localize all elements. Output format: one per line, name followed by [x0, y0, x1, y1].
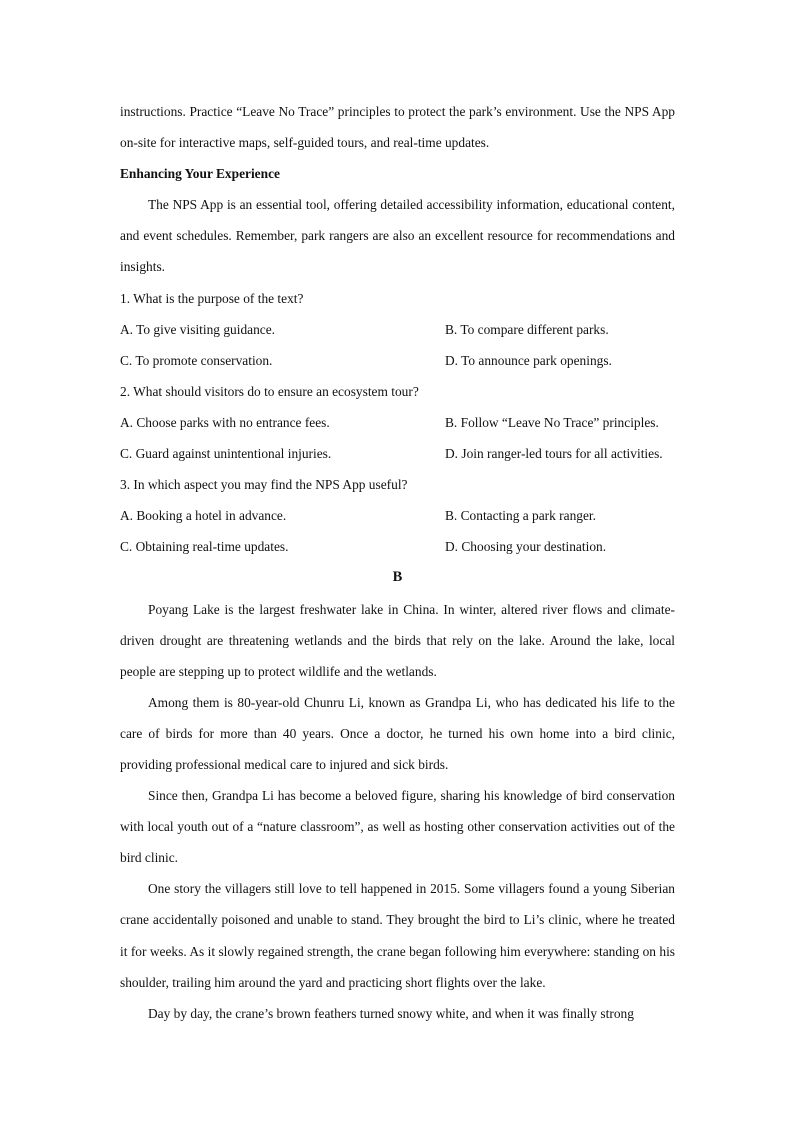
- question-3: [120, 469, 675, 562]
- option-d: D. Join ranger-led tours for all activities.: [445, 446, 663, 462]
- passage-b-paragraph-1: Poyang Lake is the largest freshwater lake in China. In winter, altered river flows and climate-driven drought are threatening wetlands and the birds that rely on the lake. Around the lake, local people are stepping up to protect wildlife and the wetlands.: [120, 601, 675, 679]
- option-a: A. Booking a hotel in advance.: [120, 508, 287, 524]
- passage-b-paragraph-2: Among them is 80-year-old Chunru Li, known as Grandpa Li, who has dedicated his life to the care of birds for more than 40 years. Once a doctor, he turned his own home into a bird clinic, providing professional medical care to injured and sick birds.: [120, 694, 675, 772]
- option-b: B. Follow “Leave No Trace” principles.: [445, 414, 659, 430]
- continued-paragraph: instructions. Practice “Leave No Trace” principles to protect the park’s environment. Use the NPS App on-site for interactive maps, self-guided tours, and real-time updates.: [120, 104, 675, 151]
- option-b: B. Contacting a park ranger.: [445, 508, 596, 524]
- option-c: C. Guard against unintentional injuries.: [120, 446, 332, 462]
- option-c: C. To promote conservation.: [120, 352, 273, 368]
- passage-b-paragraph-4: One story the villagers still love to tell happened in 2015. Some villagers found a young Siberian crane accidentally poisoned and unable to stand. They brought the bird to Li’s clinic, where he treated it for weeks. As it slowly regained strength, the crane began following him everywhere: standing on his shoulder, trailing him around the yard and practicing short flights over the lake.: [120, 881, 675, 990]
- passage-b-paragraph-3: Since then, Grandpa Li has become a beloved figure, sharing his knowledge of bird conservation with local youth out of a “nature classroom”, as well as hosting other conservation activities out of the bird clinic.: [120, 788, 675, 866]
- experience-paragraph: The NPS App is an essential tool, offering detailed accessibility information, educational content, and event schedules. Remember, park rangers are also an excellent resource for recommendations and insights.: [120, 197, 675, 275]
- document-page: [120, 96, 675, 1029]
- option-d: D. To announce park openings.: [445, 352, 612, 368]
- passage-b-paragraph-5: Day by day, the crane’s brown feathers turned snowy white, and when it was finally strong: [148, 1005, 634, 1021]
- option-a: A. Choose parks with no entrance fees.: [120, 414, 330, 430]
- question-2: [120, 376, 675, 469]
- option-a: A. To give visiting guidance.: [120, 321, 276, 337]
- option-grid: [120, 407, 675, 469]
- question-stem: 2. What should visitors do to ensure an ecosystem tour?: [120, 383, 419, 399]
- question-1: [120, 283, 675, 376]
- option-c: C. Obtaining real-time updates.: [120, 539, 289, 555]
- option-b: B. To compare different parks.: [445, 321, 609, 337]
- option-grid: [120, 314, 675, 376]
- section-heading: Enhancing Your Experience: [120, 166, 280, 182]
- section-letter: B: [392, 569, 403, 586]
- question-stem: 3. In which aspect you may find the NPS App useful?: [120, 477, 408, 493]
- option-d: D. Choosing your destination.: [445, 539, 607, 555]
- question-stem: 1. What is the purpose of the text?: [120, 290, 304, 306]
- option-grid: [120, 500, 675, 562]
